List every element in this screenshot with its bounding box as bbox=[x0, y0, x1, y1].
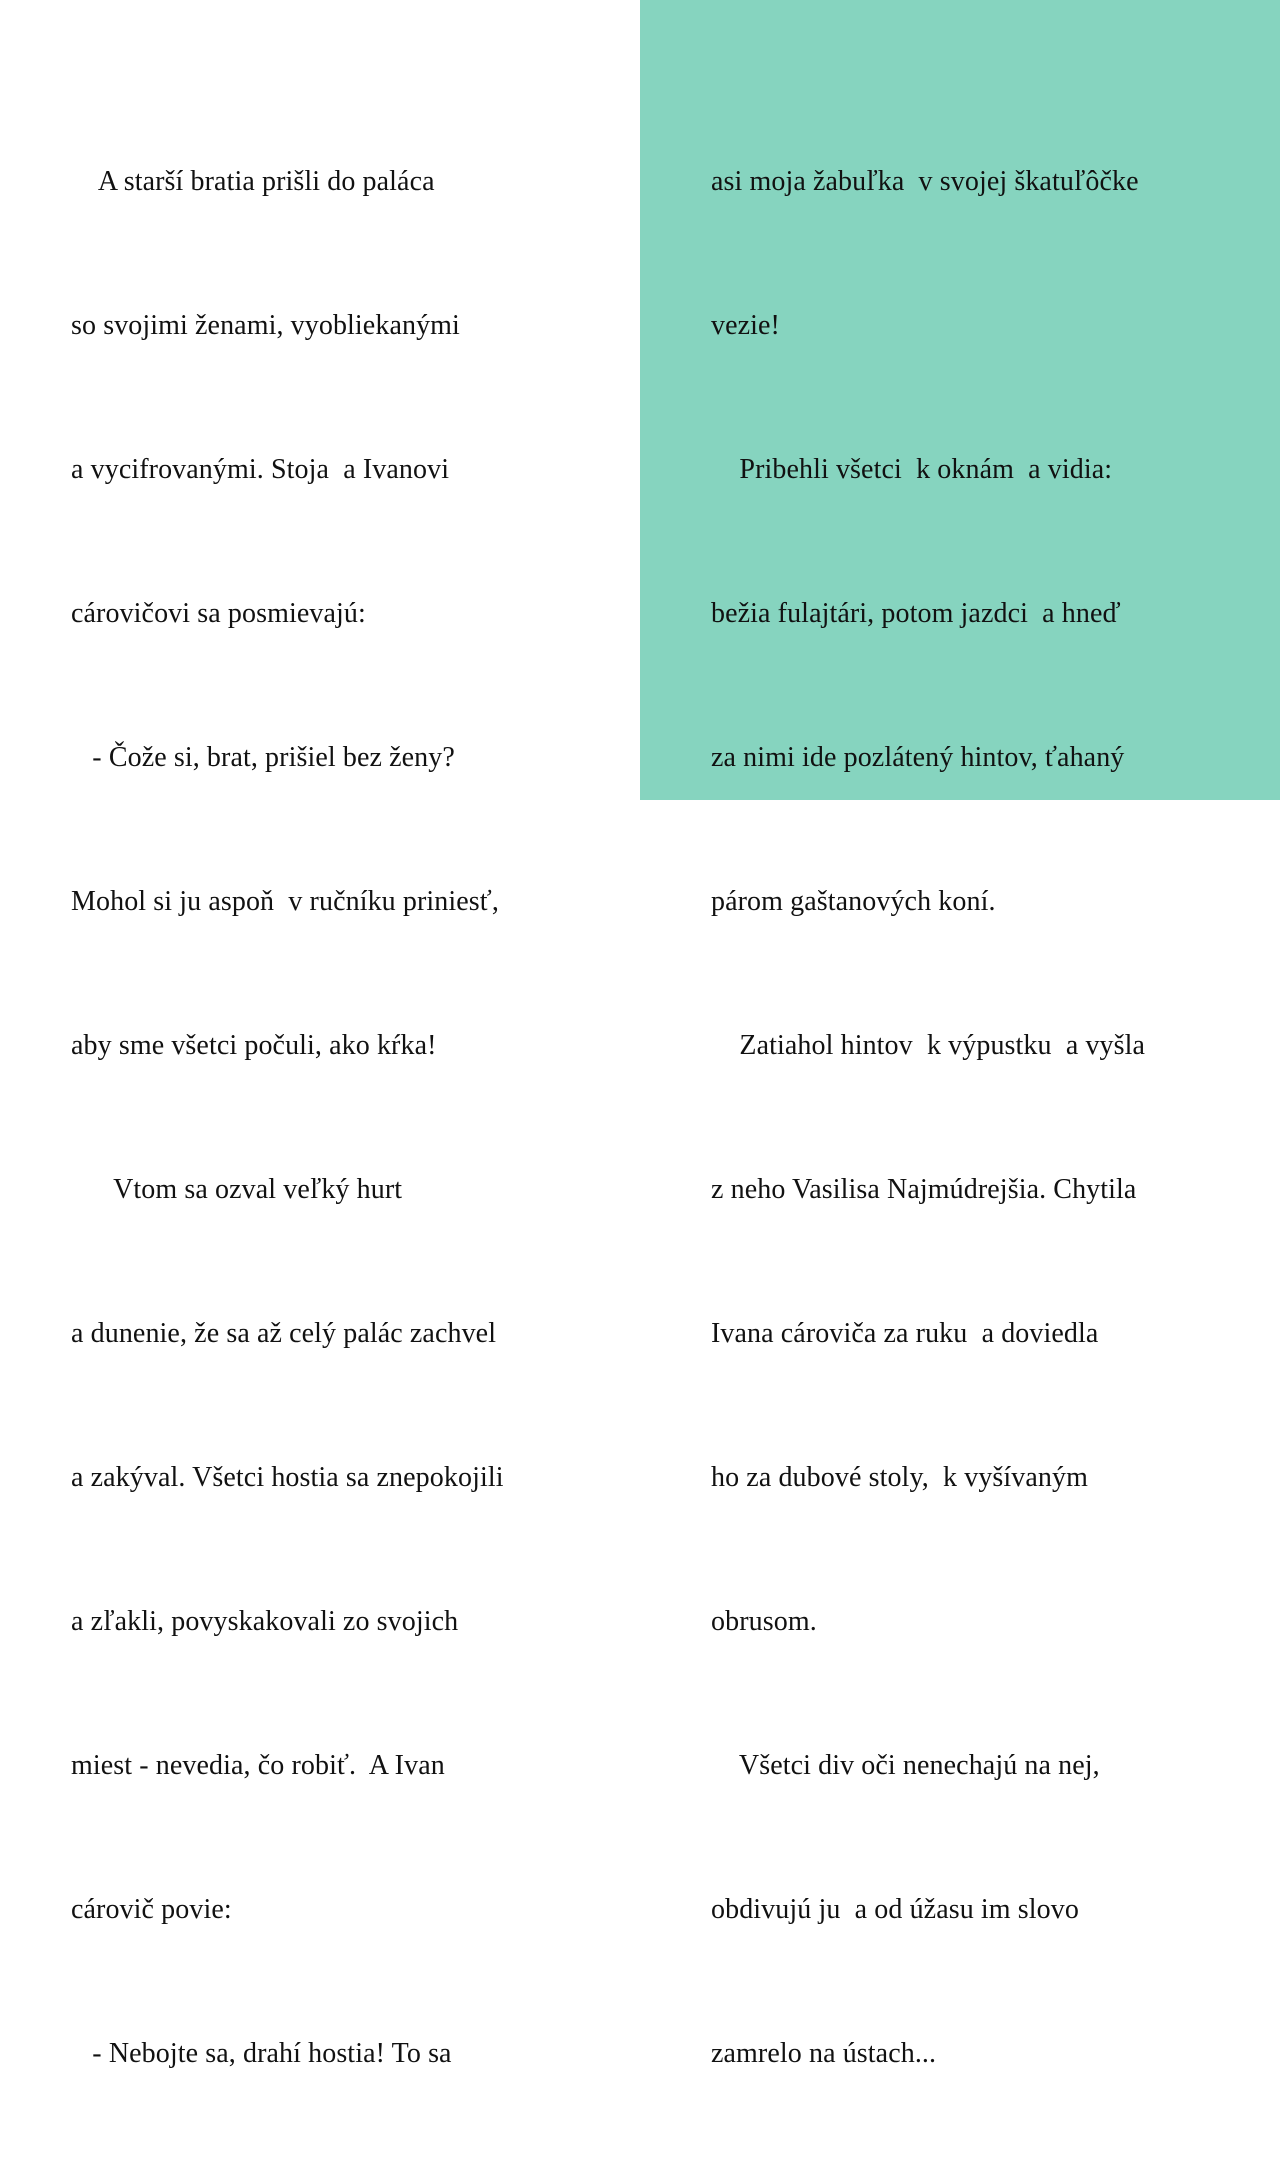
right-page-text bbox=[711, 62, 1145, 2174]
text-line: obdivujú ju a od úžasu im slovo bbox=[711, 1894, 1079, 1925]
text-line: Všetci div oči nenechajú na nej, bbox=[711, 1750, 1100, 1781]
text-line: - Čože si, brat, prišiel bez ženy? bbox=[71, 742, 455, 773]
text-line: Pribehli všetci k oknám a vidia: bbox=[711, 454, 1113, 485]
text-line: aby sme všetci počuli, ako kŕka! bbox=[71, 1030, 437, 1061]
text-line: asi moja žabuľka v svojej škatuľôčke bbox=[711, 166, 1139, 197]
text-line: Ivana cároviča za ruku a doviedla bbox=[711, 1318, 1099, 1349]
text-line: Vtom sa ozval veľký hurt bbox=[71, 1174, 403, 1205]
text-line: vezie! bbox=[711, 310, 780, 341]
text-line: miest - nevedia, čo robiť. A Ivan bbox=[71, 1750, 445, 1781]
text-line: obrusom. bbox=[711, 1606, 817, 1637]
text-line: a zľakli, povyskakovali zo svojich bbox=[71, 1606, 459, 1637]
text-line: ho za dubové stoly, k vyšívaným bbox=[711, 1462, 1089, 1493]
text-line: cárovičovi sa posmievajú: bbox=[71, 598, 366, 629]
text-line: zamrelo na ústach... bbox=[711, 2038, 937, 2069]
right-page bbox=[640, 0, 1280, 2069]
text-line: a zakýval. Všetci hostia sa znepokojili bbox=[71, 1462, 504, 1493]
text-line: cárovič povie: bbox=[71, 1894, 232, 1925]
text-line: bežia fulajtári, potom jazdci a hneď bbox=[711, 598, 1121, 629]
text-line: a dunenie, že sa až celý palác zachvel bbox=[71, 1318, 497, 1349]
text-line: so svojimi ženami, vyobliekanými bbox=[71, 310, 460, 341]
text-line: - Nebojte sa, drahí hostia! To sa bbox=[71, 2038, 452, 2069]
left-page bbox=[0, 0, 640, 2069]
text-line: za nimi ide pozlátený hintov, ťahaný bbox=[711, 742, 1125, 773]
text-line: a vycifrovanými. Stoja a Ivanovi bbox=[71, 454, 450, 485]
text-line: Zatiahol hintov k výpustku a vyšla bbox=[711, 1030, 1146, 1061]
text-line: z neho Vasilisa Najmúdrejšia. Chytila bbox=[711, 1174, 1137, 1205]
left-page-text bbox=[71, 62, 504, 2174]
text-line: párom gaštanových koní. bbox=[711, 886, 996, 917]
text-line: Mohol si ju aspoň v ručníku priniesť, bbox=[71, 886, 499, 917]
text-line: A starší bratia prišli do paláca bbox=[71, 166, 435, 197]
